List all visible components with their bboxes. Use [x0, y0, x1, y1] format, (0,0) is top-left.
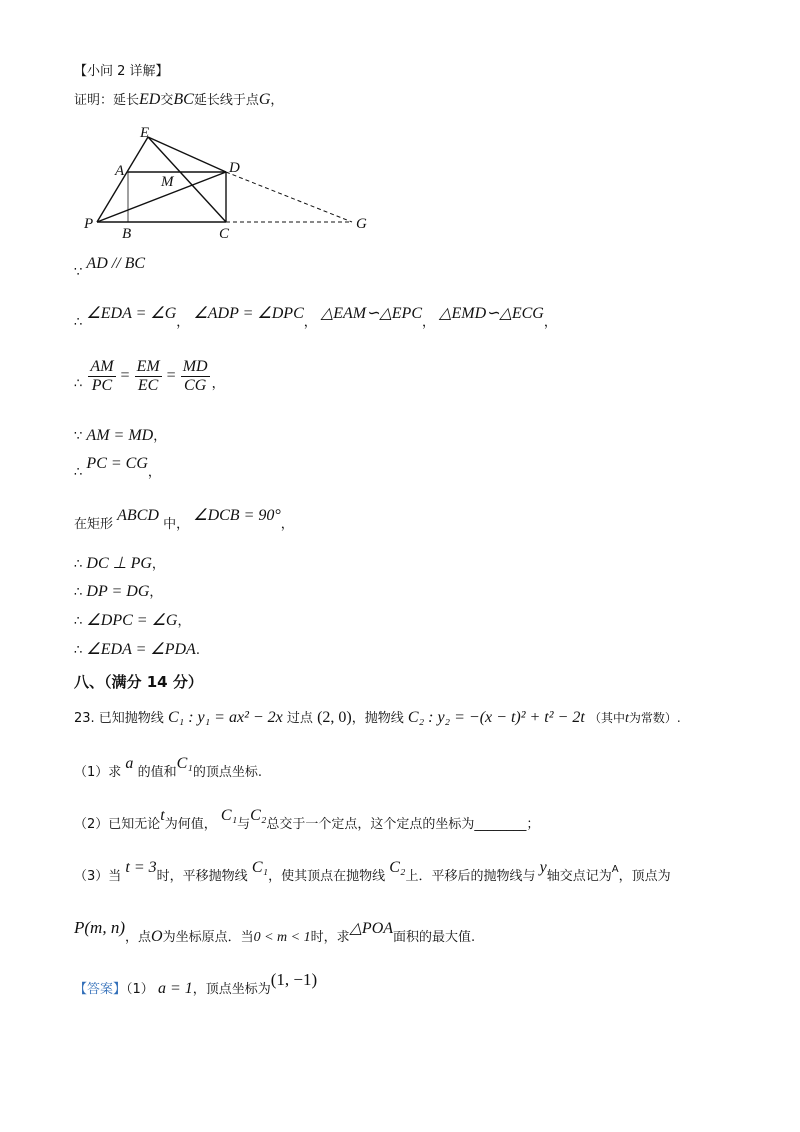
label-b: B	[122, 226, 132, 242]
comma: ，	[176, 315, 190, 330]
question-23-stem	[74, 708, 681, 729]
proof-intro-text: 证明：延长	[74, 93, 140, 108]
line-pe	[97, 137, 148, 222]
proof-step-10	[74, 640, 200, 661]
proof-intro-text: ，	[270, 93, 284, 108]
proof-intro	[74, 90, 283, 111]
triangle-poa: △POA	[349, 920, 394, 937]
step-expression: △EMD∽△ECG	[439, 305, 544, 322]
fraction-am-pc	[88, 358, 115, 395]
answer-text: ，顶点坐标为	[192, 982, 271, 997]
proof-step-3	[74, 356, 225, 405]
proof-step-5	[74, 455, 161, 483]
label-p: P	[84, 216, 94, 232]
numerator: AM	[90, 357, 114, 375]
label-a: A	[115, 163, 125, 179]
question-part-2	[74, 807, 540, 835]
parabola-c1: C₁	[251, 859, 269, 876]
variable-t: t	[160, 807, 165, 824]
step-expression: PC = CG	[86, 455, 148, 472]
part-text: 上．平移后的抛物线与	[405, 869, 536, 884]
variable-t: t	[624, 711, 629, 726]
part-text: 总交于一个定点，这个定点的坐标为________；	[266, 817, 540, 832]
step-text: 中，	[163, 517, 190, 532]
comma: ，	[151, 557, 165, 572]
step-expression: ∠EDA = ∠PDA	[86, 641, 196, 658]
step-expression: ∠ADP = ∠DPC	[193, 305, 304, 322]
question-part-1	[74, 755, 262, 783]
part-text: ，顶点为	[618, 869, 671, 884]
part-text: （3）当	[74, 869, 122, 884]
label-d: D	[229, 160, 240, 176]
denominator: PC	[91, 376, 113, 394]
label-c: C	[219, 226, 230, 242]
step-expression: ∠DCB = 90°	[193, 507, 281, 524]
question-text: ，抛物线	[351, 711, 404, 726]
range-m: 0 < m < 1	[253, 930, 311, 945]
answer-vertex: (1, −1)	[270, 970, 318, 989]
comma: ，	[177, 614, 191, 629]
question-text: 过点	[286, 711, 313, 726]
proof-step-8	[74, 582, 162, 603]
part-text: ，使其顶点在抛物线	[268, 869, 386, 884]
denominator: CG	[184, 376, 207, 394]
comma: ，	[211, 376, 225, 392]
question-text: 23. 已知抛物线	[74, 711, 164, 726]
part-text: （2）已知无论	[74, 817, 161, 832]
parabola-c2: C₂	[250, 807, 267, 824]
line-dg-dashed	[226, 172, 352, 222]
segment-ed: ED	[139, 91, 161, 108]
point-g: G	[258, 91, 271, 108]
parabola-c2: C₂	[389, 859, 406, 876]
segment-bc: BC	[173, 91, 194, 108]
proof-step-2	[74, 305, 557, 333]
proof-intro-text: 交	[160, 93, 174, 108]
therefore-symbol: ∴	[74, 614, 83, 629]
origin-o: O	[151, 928, 163, 945]
step-expression: △EAM∽△EPC	[320, 305, 422, 322]
therefore-symbol: ∴	[74, 585, 83, 600]
fraction-em-ec	[135, 358, 162, 395]
step-expression: AM = MD	[86, 427, 154, 444]
section-heading: 八、（满分 14 分）	[74, 673, 203, 691]
proof-intro-text: 延长线于点	[193, 93, 259, 108]
vertex-p: P(m, n)	[74, 918, 125, 937]
part-text: 面积的最大值.	[393, 930, 476, 945]
question-note	[589, 711, 681, 725]
point-a: A	[611, 864, 619, 875]
variable-a: a	[125, 755, 134, 772]
equals-sign: =	[166, 367, 176, 384]
fraction-md-cg	[181, 358, 210, 395]
comma: ，	[303, 315, 317, 330]
comma: ，	[147, 465, 161, 480]
step-expression: AD // BC	[86, 255, 146, 272]
proof-step-6	[74, 507, 294, 535]
therefore-symbol: ∴	[74, 315, 83, 330]
answer-text: （1）	[126, 982, 154, 997]
proof-step-1	[74, 255, 146, 283]
note-text: （其中	[588, 711, 625, 725]
period: .	[195, 643, 200, 658]
comma: ，	[543, 315, 557, 330]
sub-question-heading: 【小问 2 详解】	[74, 64, 169, 79]
step-text: 在矩形	[74, 517, 114, 532]
parabola-c2-equation: C₂ : y₂ = −(x − t)² + t² − 2t	[407, 709, 585, 726]
label-e: E	[140, 125, 150, 141]
line-ed	[148, 137, 226, 172]
part-text: 为何值，	[164, 817, 217, 832]
rectangle-name: ABCD	[117, 507, 159, 524]
note-text: 为常数）.	[628, 711, 681, 725]
equals-sign: =	[120, 367, 130, 384]
comma: ，	[153, 429, 167, 444]
parabola-c1: C₁	[220, 807, 238, 824]
proof-step-4	[74, 426, 166, 447]
point-coordinates: (2, 0)	[317, 709, 352, 726]
comma: ，	[422, 315, 436, 330]
therefore-symbol: ∴	[74, 465, 83, 480]
step-expression: ∠EDA = ∠G	[86, 305, 177, 322]
comma: ，	[280, 517, 294, 532]
condition-t: t = 3	[125, 859, 157, 876]
denominator: EC	[137, 376, 159, 394]
geometry-figure	[80, 120, 380, 245]
because-symbol: ∵	[74, 429, 83, 444]
therefore-symbol: ∴	[74, 376, 83, 392]
parabola-c1-equation: C₁ : y₁ = ax² − 2x	[167, 709, 283, 726]
numerator: MD	[182, 357, 208, 375]
question-part-3	[74, 859, 671, 888]
step-expression: ∠DPC = ∠G	[86, 612, 178, 629]
part-text: 的值和	[137, 765, 177, 780]
comma: ，	[149, 585, 163, 600]
question-part-3-continued	[74, 918, 476, 948]
part-text: 轴交点记为	[546, 869, 612, 884]
therefore-symbol: ∴	[74, 643, 83, 658]
therefore-symbol: ∴	[74, 557, 83, 572]
part-text: 时，求	[310, 930, 350, 945]
parabola-c1: C₁	[176, 755, 193, 772]
part-text: ，点	[124, 930, 151, 945]
step-expression: DP = DG	[86, 583, 150, 600]
variable-y: y	[539, 859, 547, 876]
label-m: M	[161, 174, 174, 190]
numerator: EM	[136, 357, 160, 375]
because-symbol: ∵	[74, 265, 83, 280]
proof-step-9	[74, 611, 190, 632]
part-text: 时，平移抛物线	[156, 869, 248, 884]
part-text: （1）求	[74, 765, 122, 780]
answer-a-value: a = 1	[157, 980, 193, 997]
part-text: 的顶点坐标.	[192, 765, 262, 780]
part-text: 为坐标原点．当	[162, 930, 254, 945]
answer-line	[74, 970, 318, 1000]
step-expression: DC ⊥ PG	[86, 555, 152, 572]
line-ec	[148, 137, 226, 222]
label-g: G	[356, 216, 367, 232]
part-text: 与	[237, 817, 251, 832]
proof-step-7	[74, 554, 165, 575]
answer-tag: 【答案】	[74, 982, 127, 997]
